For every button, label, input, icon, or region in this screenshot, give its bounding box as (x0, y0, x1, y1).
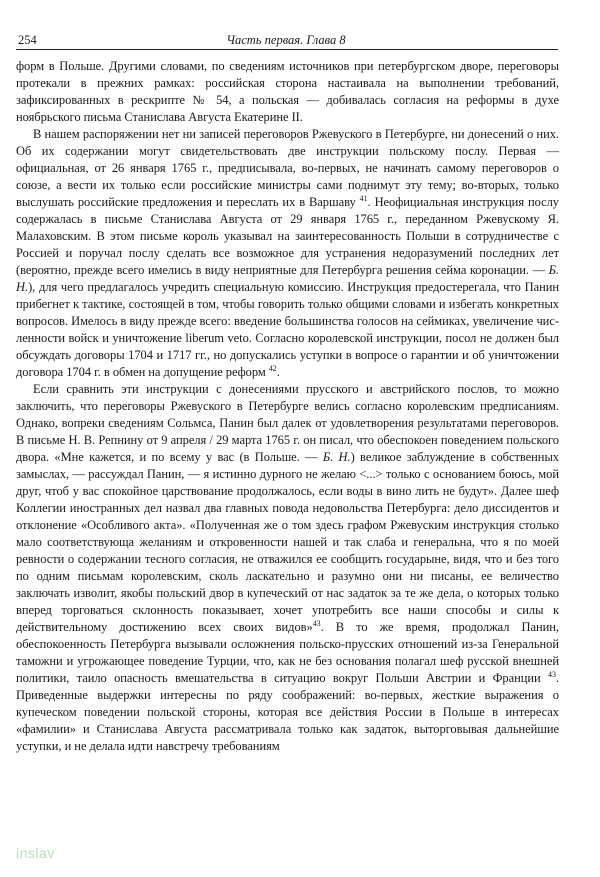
text-run: В нашем распоряжении нет ни записей переговоров Ржевуского в Петербурге, ни донесений о них. Об их содержании могут свидетельствовать две инструкции польскому послу. Первая — официальная, от 26 января 1765 г., предписывала, во-первых, не начинать самому переговоров о союзе, а вести их только если российские министры сами поднимут эту тему; во-вторых, только выслушать российские предложения и переслать их в Варшаву (16, 127, 559, 209)
text-run: форм в Польше. Другими словами, по сведениям источников при петербургском дворе, переговоры протекали в прежних рамках: российская сторона настаивала на выполнении требований, зафиксированных в рескрипте № 54, а польская — добивалась согласия на реформы в духе ноябрьского письма Станислава Августа Екатерине II. (16, 59, 559, 124)
text-run: . (276, 365, 280, 379)
page-number: 254 (18, 33, 37, 47)
text-run: . Приведенные выдержки интересны по ряду соображений: во-первых, жесткие выражения о купеческом поведении польской стороны, которая все действия России в Польше в интересах «фамилии» и Станислава Августа рассматривала только как задаток, выторговывая дальнейшие уступки, и не делала идти навстречу требованиям (16, 671, 559, 753)
header-rule (16, 49, 558, 50)
paragraph (16, 58, 559, 126)
text-run: . Неофициальная инструкция послу содержалась в письме Станислава Августа от 29 января 1765 г., переданном Ржевускому Я. Малаховским. В этом письме король указывал на заинтересованность Польши в сотрудничестве с Россией и поручал послу сделать все возможное для устранения недоразумений последних лет (вероятно, прежде всего имелись в виду неприятные для Петербурга решения сейма коронации. — (16, 195, 559, 277)
footnote-ref: 43 (312, 618, 321, 628)
watermark: inslav (16, 845, 55, 861)
page-header (14, 30, 558, 50)
text-run: . В то же время, продолжал Панин, обеспокоенность Петербурга вызывали осложнения польско-прусских отношений из-за Генеральной таможни и угрожающее поведение Турции, что, как не без основания полагал шеф русской внешней политики, таило опасность вмешательства в ситуацию вокруг Польши Австрии и Франции (16, 620, 559, 685)
author-initials: Б. Н. (322, 450, 351, 464)
paragraph (16, 381, 559, 755)
paragraph (16, 126, 559, 381)
text-run: Если сравнить эти инструкции с донесениями прусского и австрийского послов, то можно заключить, что переговоры Ржевуского в Петербурге велись согласно королевским предписаниям. Однако, вопреки сведениям Сольмса, Панин был далек от удовлетворения результатами переговоров. В письме Н. В. Репнину от 9 апреля / 29 марта 1765 г. он писал, что обеспокоен поведением польского двора. «Мне кажется, и по всему у вас (в Польше. — (16, 382, 559, 464)
text-run: ), для чего предлагалось учредить специальную комиссию. Инструкция предостерегала, что Панин прибегнет к тактике, состоящей в том, чтобы говорить только общими словами и избегать конкретных вопросов. Имелось в виду прежде всего: введение большинства голосов на сеймиках, увеличение численности войск и уничтожение liberum veto. Согласно королевской инструкции, посол не должен был обсуждать договоры 1704 и 1717 гг., но допускались уступки в вопросе о гарантии и об уничтожении договора 1704 г. в обмен на допущение реформ (16, 280, 559, 379)
footnote-ref: 41 (359, 193, 368, 203)
author-initials: Б. Н. (16, 263, 559, 294)
body-text (16, 58, 559, 755)
text-run: ) великое заблуждение в собственных замыслах, — рассуждал Панин, — я истинно дурного не желаю <...> только с основанием боюсь, мой друг, чтоб у вас спокойное царствование продолжалось, если воды в вино лить не будут». Далее шеф Коллегии иностранных дел назвал два главных повода недовольства Петербурга: дело диссидентов и отклонение «Особливого акта». «Полученная же о том здесь графом Ржевуским инструкция столько мало соответствующа желаниям и откровенности нашей и так слаба и генеральна, что я по моей ревности о содержании тесного согласия, не отважился ее сообщить государыне, видя, что и без того по одним письмам королевским, сколь ласкательно и разумно они ни писаны, ее величество заключать изволит, якобы польский двор в купеческий от нас задаток за те же дела, о которых только вперед торговаться склонность показывает, хочет употребить все наши способы и силы к действительному достижению всех своих видов» (16, 450, 559, 634)
footnote-ref: 42 (268, 363, 277, 373)
running-title: Часть первая. Глава 8 (226, 33, 346, 47)
footnote-ref: 43 (548, 669, 556, 679)
